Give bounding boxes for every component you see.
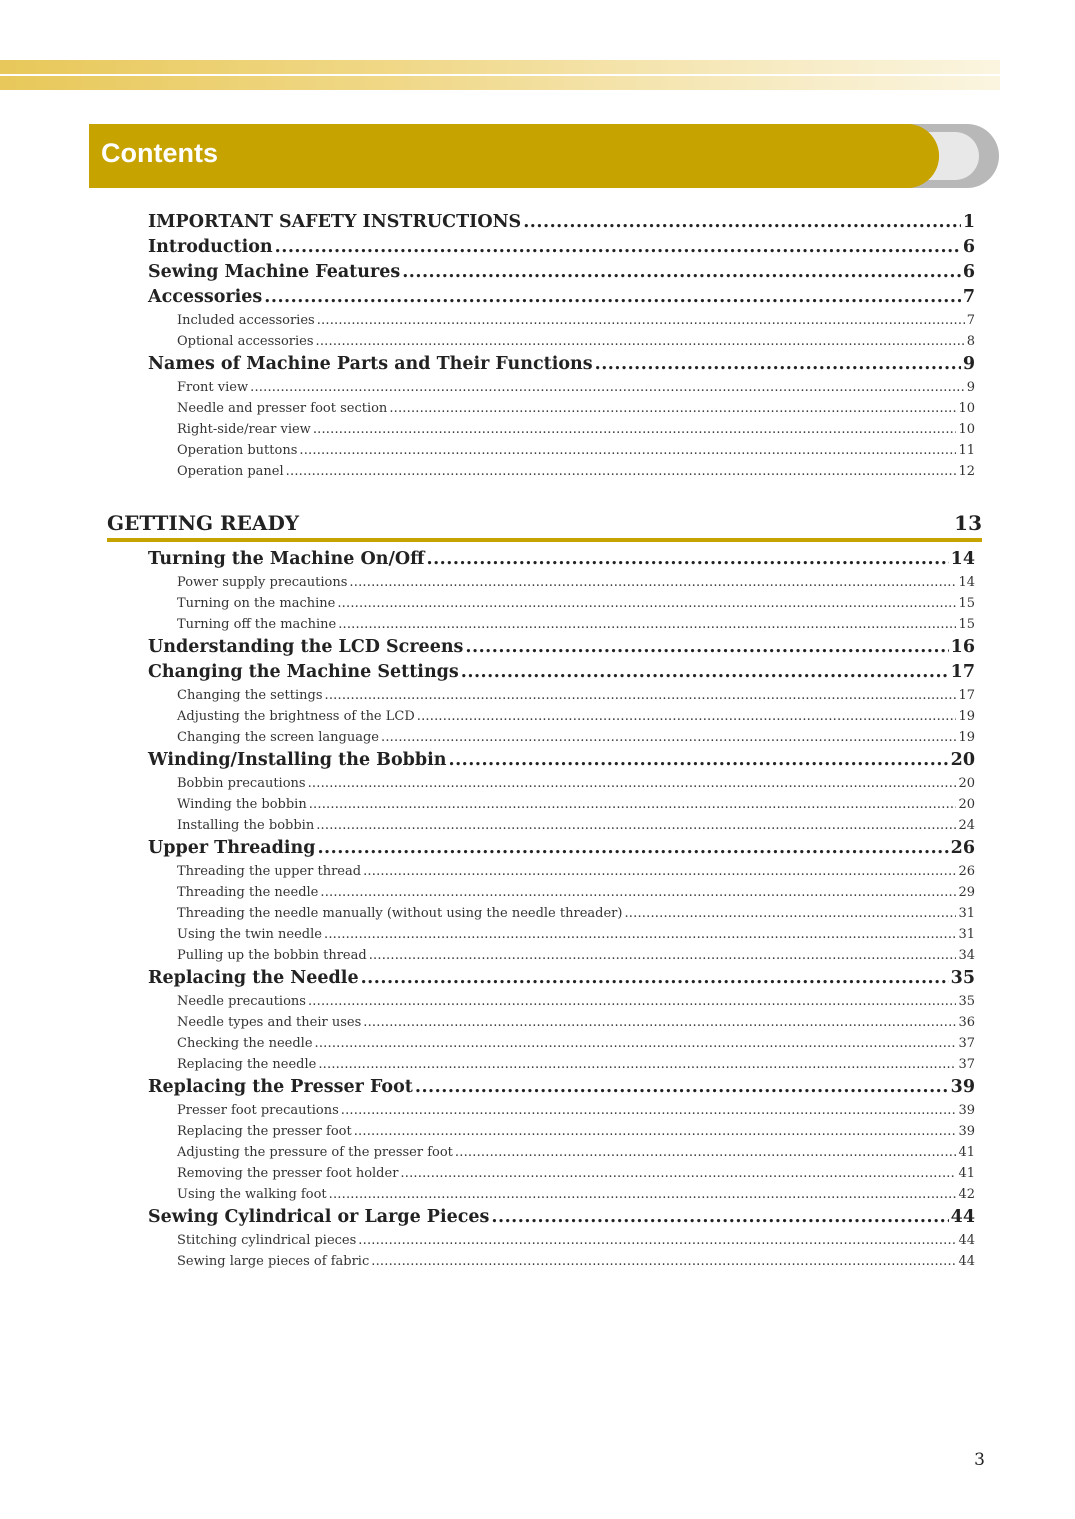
- toc-entry[interactable]: [148, 547, 975, 572]
- toc-entry-page: 19: [958, 730, 975, 745]
- dot-leader: [320, 882, 956, 903]
- dot-leader: [491, 1205, 948, 1230]
- toc-entry-title: Changing the settings: [177, 688, 323, 703]
- toc-entry-title: Upper Threading: [148, 838, 316, 858]
- toc-entry-page: 8: [966, 334, 975, 349]
- toc-entry[interactable]: [148, 966, 975, 991]
- toc-entry-page: 35: [950, 968, 975, 988]
- toc-entry-title: Using the twin needle: [177, 927, 322, 942]
- toc-entry-page: 44: [950, 1207, 975, 1227]
- toc-entry-page: 44: [958, 1254, 975, 1269]
- toc-entry[interactable]: [148, 210, 975, 235]
- toc-entry-page: 14: [958, 575, 975, 590]
- toc-entry-title: Names of Machine Parts and Their Functions: [148, 354, 593, 374]
- toc-entry-page: 36: [958, 1015, 975, 1030]
- toc-entry-page: 31: [958, 906, 975, 921]
- toc-entry-page: 9: [962, 354, 975, 374]
- toc-entry-page: 20: [958, 797, 975, 812]
- toc-entry-title: Replacing the Needle: [148, 968, 359, 988]
- toc-entry-title: Presser foot precautions: [177, 1103, 339, 1118]
- toc-entry-title: Winding the bobbin: [177, 797, 307, 812]
- dot-leader: [369, 945, 957, 966]
- dot-leader: [329, 1184, 957, 1205]
- toc-section-getting-ready: [148, 547, 975, 1272]
- toc-entry[interactable]: [148, 260, 975, 285]
- toc-entry-page: 15: [958, 617, 975, 632]
- toc-subentry[interactable]: [148, 815, 975, 836]
- toc-entry-title: Replacing the needle: [177, 1057, 317, 1072]
- toc-entry-page: 7: [966, 313, 975, 328]
- toc-subentry[interactable]: [148, 1100, 975, 1121]
- header-band-cap: [875, 124, 939, 188]
- toc-entry[interactable]: [148, 1075, 975, 1100]
- dot-leader: [309, 794, 957, 815]
- toc-subentry[interactable]: [148, 377, 975, 398]
- toc-entry-page: 6: [962, 262, 975, 282]
- toc-subentry[interactable]: [148, 991, 975, 1012]
- toc-entry-title: Adjusting the pressure of the presser foot: [177, 1145, 453, 1160]
- dot-leader: [299, 440, 956, 461]
- toc-entry[interactable]: [148, 235, 975, 260]
- dot-leader: [363, 861, 956, 882]
- toc-subentry[interactable]: [148, 685, 975, 706]
- toc-entry-title: Replacing the Presser Foot: [148, 1077, 413, 1097]
- dot-leader: [455, 1142, 957, 1163]
- toc-subentry[interactable]: [148, 614, 975, 635]
- dot-leader: [338, 614, 956, 635]
- toc-entry-title: Optional accessories: [177, 334, 314, 349]
- toc-entry-page: 14: [950, 549, 975, 569]
- toc-subentry[interactable]: [148, 1033, 975, 1054]
- toc-entry-title: Pulling up the bobbin thread: [177, 948, 367, 963]
- dot-leader: [316, 331, 965, 352]
- dot-leader: [417, 706, 957, 727]
- toc-entry-title: Turning on the machine: [177, 596, 336, 611]
- toc-subentry[interactable]: [148, 310, 975, 331]
- dot-leader: [354, 1121, 957, 1142]
- dot-leader: [337, 593, 956, 614]
- dot-leader: [358, 1230, 956, 1251]
- toc-subentry[interactable]: [148, 1230, 975, 1251]
- toc-entry-title: Operation buttons: [177, 443, 298, 458]
- toc-entry-title: Sewing large pieces of fabric: [177, 1254, 370, 1269]
- toc-entry-title: Sewing Machine Features: [148, 262, 401, 282]
- toc-entry-title: Needle types and their uses: [177, 1015, 362, 1030]
- dot-leader: [308, 773, 957, 794]
- toc-entry-title: Operation panel: [177, 464, 284, 479]
- toc-subentry[interactable]: [148, 331, 975, 352]
- toc-entry-page: 34: [958, 948, 975, 963]
- toc-entry-page: 12: [958, 464, 975, 479]
- dot-leader: [250, 377, 965, 398]
- toc-entry-page: 41: [958, 1166, 975, 1181]
- toc-entry-title: Removing the presser foot holder: [177, 1166, 399, 1181]
- toc-entry-page: 41: [958, 1145, 975, 1160]
- toc-subentry[interactable]: [148, 1012, 975, 1033]
- dot-leader: [325, 685, 957, 706]
- toc-entry-title: Bobbin precautions: [177, 776, 306, 791]
- toc-entry-page: 10: [958, 401, 975, 416]
- toc-section-front-matter: [148, 210, 975, 482]
- toc-entry-title: Power supply precautions: [177, 575, 348, 590]
- dot-leader: [448, 748, 948, 773]
- dot-leader: [275, 235, 961, 260]
- dot-leader: [317, 310, 965, 331]
- toc-subentry[interactable]: [148, 419, 975, 440]
- dot-leader: [316, 815, 956, 836]
- toc-entry-title: Turning the Machine On/Off: [148, 549, 425, 569]
- dot-leader: [402, 260, 961, 285]
- toc-subentry[interactable]: [148, 706, 975, 727]
- toc-entry[interactable]: [148, 836, 975, 861]
- page-number: 3: [974, 1450, 985, 1470]
- toc-subentry[interactable]: [148, 440, 975, 461]
- toc-subentry[interactable]: [148, 461, 975, 482]
- toc-entry-page: 37: [958, 1057, 975, 1072]
- toc-entry-page: 1: [962, 212, 975, 232]
- dot-leader: [371, 1251, 956, 1272]
- toc-subentry[interactable]: [148, 924, 975, 945]
- toc-entry-page: 17: [950, 662, 975, 682]
- toc-entry-title: Adjusting the brightness of the LCD: [177, 709, 415, 724]
- toc-subentry[interactable]: [148, 727, 975, 748]
- dot-leader: [426, 547, 948, 572]
- toc-subentry[interactable]: [148, 861, 975, 882]
- toc-entry-title: Threading the upper thread: [177, 864, 362, 879]
- toc-subentry[interactable]: [148, 1121, 975, 1142]
- decorative-top-bar: [0, 60, 1000, 90]
- toc-entry-title: Winding/Installing the Bobbin: [148, 750, 447, 770]
- toc-entry-page: 7: [962, 287, 975, 307]
- toc-subentry[interactable]: [148, 398, 975, 419]
- toc-entry-page: 29: [958, 885, 975, 900]
- contents-header: [89, 124, 999, 190]
- toc-entry-title: Changing the screen language: [177, 730, 379, 745]
- dot-leader: [313, 419, 957, 440]
- toc-entry-page: 11: [958, 443, 975, 458]
- toc-entry[interactable]: [148, 748, 975, 773]
- toc-entry-page: 31: [958, 927, 975, 942]
- toc-entry-title: Changing the Machine Settings: [148, 662, 459, 682]
- toc-entry-page: 16: [950, 637, 975, 657]
- dot-leader: [349, 572, 956, 593]
- toc-subentry[interactable]: [148, 1251, 975, 1272]
- toc-entry-page: 39: [958, 1124, 975, 1139]
- dot-leader: [400, 1163, 956, 1184]
- toc-entry[interactable]: [148, 1205, 975, 1230]
- toc-entry-page: 35: [958, 994, 975, 1009]
- toc-subentry[interactable]: [148, 1142, 975, 1163]
- dot-leader: [624, 903, 956, 924]
- toc-entry-title: Right-side/rear view: [177, 422, 311, 437]
- toc-entry-title: Understanding the LCD Screens: [148, 637, 464, 657]
- toc-subentry[interactable]: [148, 1054, 975, 1075]
- toc-subentry[interactable]: [148, 773, 975, 794]
- toc-entry-title: Sewing Cylindrical or Large Pieces: [148, 1207, 490, 1227]
- toc-entry-title: Accessories: [148, 287, 263, 307]
- toc-entry-title: Introduction: [148, 237, 273, 257]
- toc-entry-title: Installing the bobbin: [177, 818, 315, 833]
- toc-entry-page: 26: [958, 864, 975, 879]
- toc-subentry[interactable]: [148, 1163, 975, 1184]
- toc-entry-title: Threading the needle: [177, 885, 319, 900]
- toc-entry[interactable]: [148, 635, 975, 660]
- toc-entry[interactable]: [148, 285, 975, 310]
- toc-entry-page: 19: [958, 709, 975, 724]
- dot-leader: [461, 660, 949, 685]
- toc-entry-title: Using the walking foot: [177, 1187, 327, 1202]
- dot-leader: [341, 1100, 957, 1121]
- toc-subentry[interactable]: [148, 794, 975, 815]
- toc-entry-page: 24: [958, 818, 975, 833]
- dot-leader: [315, 1033, 957, 1054]
- dot-leader: [381, 727, 956, 748]
- dot-leader: [361, 966, 949, 991]
- toc-entry-page: 20: [950, 750, 975, 770]
- toc-entry-title: Turning off the machine: [177, 617, 337, 632]
- chapter-title: GETTING READY: [107, 511, 300, 535]
- toc-entry-page: 6: [962, 237, 975, 257]
- toc-entry-page: 10: [958, 422, 975, 437]
- toc-entry-page: 39: [958, 1103, 975, 1118]
- dot-leader: [389, 398, 956, 419]
- dot-leader: [318, 1054, 956, 1075]
- toc-entry-page: 44: [958, 1233, 975, 1248]
- toc-entry-title: Included accessories: [177, 313, 315, 328]
- toc-entry-title: Needle and presser foot section: [177, 401, 388, 416]
- toc-subentry[interactable]: [148, 903, 975, 924]
- dot-leader: [317, 836, 948, 861]
- toc-entry-page: 15: [958, 596, 975, 611]
- dot-leader: [415, 1075, 949, 1100]
- chapter-page: 13: [954, 511, 982, 535]
- toc-entry-page: 17: [958, 688, 975, 703]
- toc-entry[interactable]: [148, 660, 975, 685]
- toc-entry-title: IMPORTANT SAFETY INSTRUCTIONS: [148, 212, 522, 232]
- toc-subentry[interactable]: [148, 593, 975, 614]
- dot-leader: [308, 991, 957, 1012]
- toc-subentry[interactable]: [148, 882, 975, 903]
- toc-entry-title: Replacing the presser foot: [177, 1124, 352, 1139]
- toc-entry-title: Checking the needle: [177, 1036, 313, 1051]
- toc-entry-page: 20: [958, 776, 975, 791]
- dot-leader: [363, 1012, 956, 1033]
- toc-entry[interactable]: [148, 352, 975, 377]
- toc-entry-title: Threading the needle manually (without using the needle threader): [177, 906, 623, 921]
- toc-entry-page: 9: [966, 380, 975, 395]
- dot-leader: [324, 924, 956, 945]
- dot-leader: [595, 352, 961, 377]
- toc-entry-page: 37: [958, 1036, 975, 1051]
- toc-entry-page: 42: [958, 1187, 975, 1202]
- page-title: Contents: [101, 138, 218, 168]
- toc-subentry[interactable]: [148, 572, 975, 593]
- toc-entry-title: Needle precautions: [177, 994, 306, 1009]
- toc-entry-page: 26: [950, 838, 975, 858]
- chapter-heading[interactable]: [107, 505, 982, 542]
- toc-subentry[interactable]: [148, 945, 975, 966]
- dot-leader: [286, 461, 957, 482]
- toc-entry-title: Front view: [177, 380, 249, 395]
- dot-leader: [465, 635, 948, 660]
- toc-subentry[interactable]: [148, 1184, 975, 1205]
- dot-leader: [264, 285, 961, 310]
- toc-entry-page: 39: [950, 1077, 975, 1097]
- dot-leader: [523, 210, 961, 235]
- toc-entry-title: Stitching cylindrical pieces: [177, 1233, 357, 1248]
